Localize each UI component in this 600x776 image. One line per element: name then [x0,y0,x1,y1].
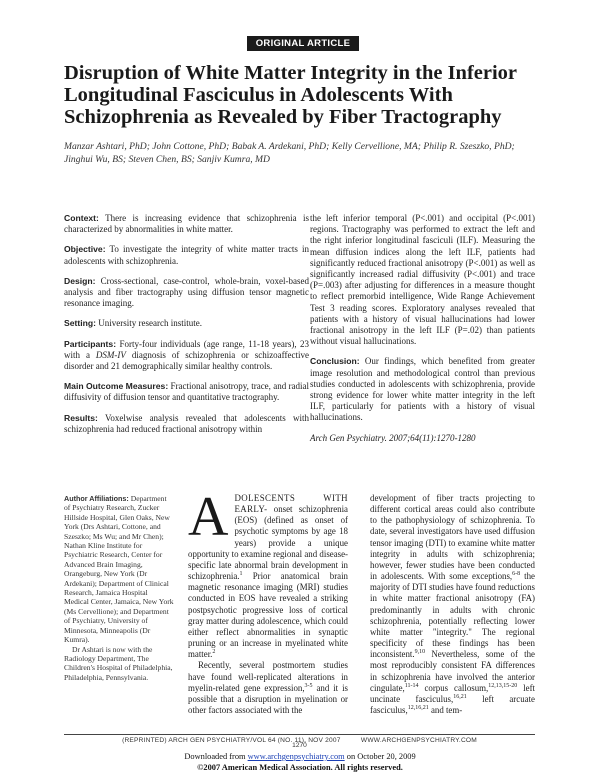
abstract-participants [64,339,309,373]
body-p2b-text: and it is possible that a disruption in myelination or other factors associated with the [188,682,348,715]
author-list: Manzar Ashtari, PhD; John Cottone, PhD; Babak A. Ardekani, PhD; Kelly Cervellione, MA; Philip R. Szeszko, PhD; Jinghui Wu, BS; Steven Chen, BS; Sanjiv Kumra, MD [64,141,515,165]
ref-mark: 1 [239,571,243,578]
body-text: the majority of DTI studies have found reductions in white matter fractional anisotropy (FA) predominantly in adults with chronic schizophrenia, potentially reflecting lower white matter "integrity." The regional specificity of these findings has been inconsistent. [370,571,535,660]
abstract-results-heading: Results: [64,412,98,423]
ref-mark: 12,13,15-20 [488,682,518,689]
article-citation: Arch Gen Psychiatry. 2007;64(11):1270-1280 [310,432,476,443]
abstract-results [64,413,309,435]
abstract-context-heading: Context: [64,213,99,223]
journal-link[interactable]: www.archgenpsychiatry.com [247,752,345,761]
abstract-left-column [64,213,309,444]
abstract-setting-text: University research institute. [95,318,202,329]
abstract-participants-text-b: diagnosis of schizophrenia or schizoaffective disorder and 21 demographically similar healthy controls. [64,349,309,372]
body-text: Nevertheless, some of the most reproducibly consistent FA differences in schizophrenia have involved the anterior cingulate, [370,649,535,693]
ref-mark: 12,16,21 [407,705,429,711]
ref-mark: 9,10 [414,649,426,656]
abstract-participants-dsm: DSM-IV [95,349,126,360]
abstract-objective-text: To investigate the integrity of white matter tracts in adolescents with schizophrenia. [64,244,309,266]
drop-cap: A [188,486,229,548]
abstract-participants-text-a: Forty-four individuals (age range, 11-18 years), 23 with a [64,338,309,360]
author-affiliations [64,494,174,682]
abstract-objective-heading: Objective: [64,244,106,255]
copyright-notice: ©2007 American Medical Association. All rights reserved. [197,763,403,772]
abstract-conclusion-text: Our findings, which benefited from greater image resolution and methodological control than previous studies conducted in adolescents with schizophrenia, provide strong evidence for lower white matter integrity in the left ILF, particularly for patients with a history of visual hallucinations. [310,356,535,423]
abstract-objective [64,244,309,266]
body-paragraph-2 [188,660,348,716]
abstract-participants-heading: Participants: [64,338,117,349]
abstract-context [64,213,309,235]
body-text: development of fiber tracts projecting to different cortical areas could also contribute to the pathophysiology of schizophrenia. To date, several investigators have used diffusion tensor imaging (DTI) to examine white matter integrity in adults with schizophrenia; however, fewer studies have been conducted in adolescents. With some exceptions, [370,493,535,582]
ref-mark: 3-5 [304,682,313,689]
ref-mark: 16,21 [453,693,467,700]
article-title: Disruption of White Matter Integrity in the Inferior Longitudinal Fasciculus in Adolescents With Schizophrenia as Revealed by Fiber Tractography [64,62,517,128]
body-paragraph-3 [370,493,535,716]
abstract-results-text: Voxelwise analysis revealed that adolescents with schizophrenia had reduced fractional anisotropy within [64,412,309,434]
abstract-conclusion [310,356,535,423]
body-column-2 [370,493,535,716]
download-notice [0,752,600,761]
abstract-results-continued: the left inferior temporal (P<.001) and occipital (P<.001) regions. Tractography was performed to extract the left and the right inferior longitudinal fasciculi (ILF). Measuring the mean diffusion indices along the left ILF, patients had significantly reduced fractional anisotropy (P<.001) as well as significantly increased radial diffusivity (P<.001) and trace (P=.003) after adjusting for differences in a measure thought to reflect premorbid intelligence, Wide Range Achievement Test 3 reading scores. Exploratory analyses revealed that patients with a history of visual hallucinations had lower fractional anisotropy in the left ILF (P=.02) than patients without visual hallucinations. [310,213,535,347]
body-p1-text: onset schizophrenia (EOS) (defined as onset of psychotic symptoms by age 18 years) provide a unique opportunity to examine regional and disease-specific late abnormal brain development in schizophrenia. [188,504,348,582]
section-banner: ORIGINAL ARTICLE [247,36,359,51]
ref-mark: 2 [212,649,216,656]
affiliations-body: Department of Psychiatry Research, Zucker Hillside Hospital, Glen Oaks, New York (Drs Ashtari, Cottone, and Szeszko; Ms Wu; and Mr Chen); Nathan Kline Institute for Psychiatric Research, Center for Advanced Brain Imaging, Orangeburg, New York (Dr Ardekani); Department of Clinical Research, Jamaica Hospital Medical Center, Jamaica, New York (Ms Cervellione); and Department of Psychiatry, University of Minnesota, Minneapolis (Dr Kumra). [64,494,174,645]
abstract-design-text: Cross-sectional, case-control, whole-brain, voxel-based analysis and fiber tractography using diffusion tensor magnetic resonance imaging. [64,275,309,309]
affiliations-text [64,494,174,645]
page-number: 1270 [292,742,307,749]
body-p2-text: Recently, several postmortem studies have found well-replicated alterations in myelin-related gene expression, [188,660,348,693]
abstract-outcome [64,381,309,403]
abstract-setting-heading: Setting: [64,318,96,329]
body-column-1 [188,486,348,716]
abstract-right-column [310,213,535,453]
affiliations-heading: Author Affiliations: [64,494,129,503]
abstract-outcome-text: Fractional anisotropy, trace, and radial diffusivity of diffusion tensor and quantitative tractography. [64,381,309,403]
abstract-outcome-heading: Main Outcome Measures: [64,381,169,392]
ref-mark: 11-14 [404,682,419,689]
abstract-design-heading: Design: [64,275,96,286]
body-text: left uncinate fasciculus, [370,682,535,704]
abstract-context-text: There is increasing evidence that schizophrenia is characterized by abnormalities in white matter. [64,213,309,235]
body-text: and tem- [428,704,463,715]
running-footer: (REPRINTED) ARCH GEN PSYCHIATRY/VOL 64 (NO. 11), NOV 2007 WWW.ARCHGENPSYCHIATRY.COM [64,734,535,744]
abstract-conclusion-heading: Conclusion: [310,356,360,367]
body-p1b-text: Prior anatomical brain magnetic resonance imaging (MRI) studies conducted in EOS have revealed a striking postpsychotic progressive loss of cortical gray matter during adolescence, which could either reflect abnormalities in synaptic pruning or an increase in myelinated white matter. [188,571,348,660]
abstract-design [64,276,309,310]
body-text: left arcuate fasciculus, [370,693,535,715]
affiliations-note: Dr Ashtari is now with the Radiology Department, The Children's Hospital of Philadelphia, Philadelphia, Pennsylvania. [64,644,173,682]
body-paragraph-1 [188,486,348,660]
lead-in-caps: DOLESCENTS WITH EARLY- [234,493,348,515]
body-text: corpus callosum, [418,682,489,693]
download-text-b: on October 20, 2009 [344,752,416,761]
ref-mark: 6-8 [512,571,521,578]
download-text-a: Downloaded from [184,752,248,761]
abstract-setting [64,318,309,329]
